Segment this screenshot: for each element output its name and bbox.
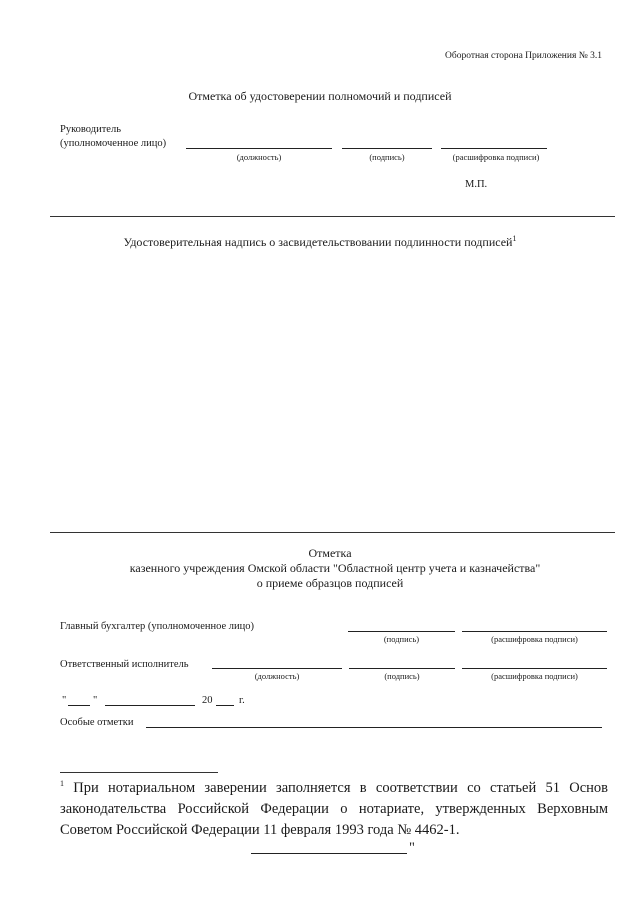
section2-title <box>0 234 640 250</box>
section-divider <box>50 216 615 217</box>
executor-label: Ответственный исполнитель <box>60 659 189 670</box>
footnote-text <box>60 773 608 841</box>
manager-decoding-caption: (расшифровка подписи) <box>452 152 540 162</box>
chief-decoding-caption: (расшифровка подписи) <box>491 634 578 644</box>
closing-quote: " <box>409 840 415 856</box>
manager-label-line2: (уполномоченное лицо) <box>60 138 167 149</box>
footnote-reference: 1 <box>512 234 517 243</box>
executor-decoding-caption: (расшифровка подписи) <box>491 671 578 681</box>
footnote-body: При нотариальном заверении заполняется в соответствии со статьей 51 Основ законодательства Российской Федерации о нотариате, утвержденных Верховным Советом Российской Федерации 11 февраля 1993 года № 4462-1. <box>60 779 608 838</box>
manager-position-caption: (должность) <box>236 152 282 162</box>
section2-title-text: Удостоверительная надпись о засвидетельствовании подлинности подписей <box>123 235 513 249</box>
manager-label-line1: Руководитель <box>60 124 121 135</box>
date-year-suffix: г. <box>239 695 245 706</box>
closing-line <box>251 853 407 854</box>
manager-signature-caption: (подпись) <box>369 152 405 162</box>
manager-signature-field[interactable] <box>342 148 432 149</box>
manager-position-field[interactable] <box>186 148 332 149</box>
date-year-prefix: 20 <box>202 695 213 706</box>
section3-title-line1: Отметка <box>308 546 352 560</box>
date-open-quote: " <box>62 695 67 706</box>
chief-signature-field[interactable] <box>348 631 455 632</box>
date-year-field[interactable] <box>216 705 234 706</box>
section-divider <box>50 532 615 533</box>
section1-title: Отметка об удостоверении полномочий и подписей <box>188 89 452 103</box>
footnote-mark: 1 <box>60 779 64 788</box>
manager-decoding-field[interactable] <box>441 148 547 149</box>
section3-title-line3: о приеме образцов подписей <box>256 576 404 590</box>
chief-accountant-label: Главный бухгалтер (уполномоченное лицо) <box>60 621 254 632</box>
seal-label: М.П. <box>465 179 488 190</box>
executor-decoding-field[interactable] <box>462 668 607 669</box>
executor-signature-caption: (подпись) <box>384 671 420 681</box>
date-month-field[interactable] <box>105 705 195 706</box>
date-day-field[interactable] <box>68 705 90 706</box>
chief-signature-caption: (подпись) <box>383 634 420 644</box>
executor-position-field[interactable] <box>212 668 342 669</box>
date-close-quote: " <box>93 695 98 706</box>
section3-title-line2: казенного учреждения Омской области "Областной центр учета и казначейства" <box>129 561 541 575</box>
chief-decoding-field[interactable] <box>462 631 607 632</box>
executor-position-caption: (должность) <box>254 671 300 681</box>
special-notes-field[interactable] <box>146 727 602 728</box>
appendix-caption: Оборотная сторона Приложения № 3.1 <box>445 51 603 61</box>
executor-signature-field[interactable] <box>349 668 455 669</box>
special-notes-label: Особые отметки <box>60 717 134 728</box>
